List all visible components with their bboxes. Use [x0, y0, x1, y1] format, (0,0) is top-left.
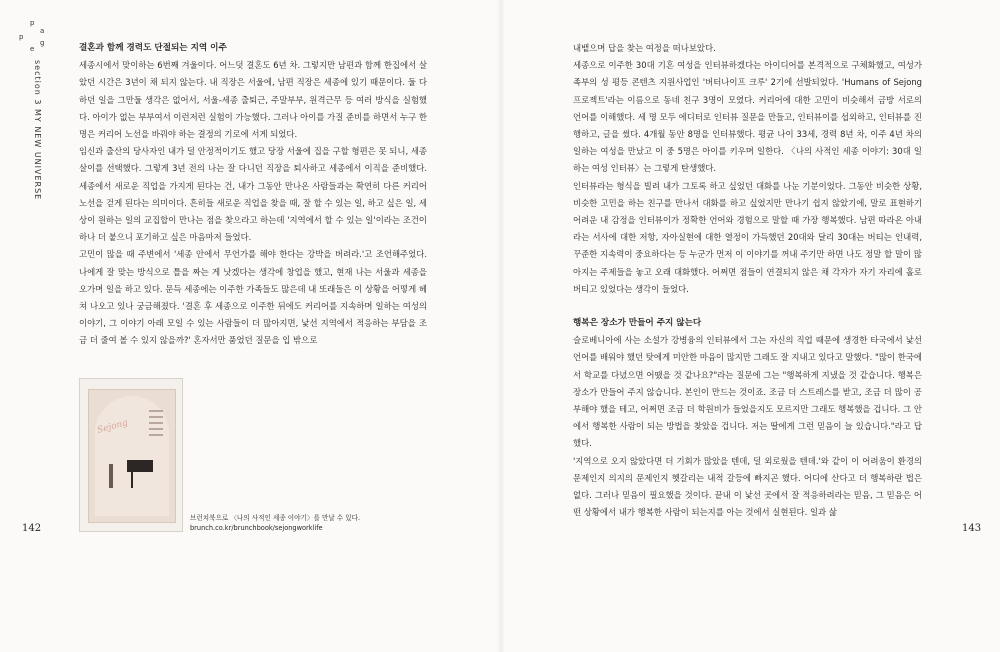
body-paragraph: 고민이 많을 때 주변에서 '세종 안에서 무언가를 해야 한다는 강박을 버려라.'고 조언해주었다. 나에게 잘 맞는 방식으로 틀을 짜는 게 낫겠다는 생각에 창업을 했고, 현재 나는 서울과 세종을 오가며 일을 하고 있다. 문득 세종에는 이주한 가족들도 많은데 내 또래들은 이 상황을 어떻게 헤쳐 나오고 있나 궁금해졌다. '결혼 후 세종으로 이주한 뒤에도 커리어를 지속하며 일하는 여성의 이야기, 그 이야기 아래 모일 수 있는 사람들이 더 많아지면, 낯선 지역에서 적응하는 부담을 조금 더 줄여 볼 수 있지 않을까?' 혼자서만 품었던 질문을 입 밖으로 [79, 249, 427, 346]
body-paragraph: 임신과 출산의 당사자인 내가 덜 안정적이기도 했고 당장 서울에 집을 구할 형편은 못 되니, 세종살이를 선택했다. 그렇게 3년 전의 나는 잘 다니던 직장을 퇴사하고 세종에서 이직을 준비했다. 세종에서 새로운 직업을 가지게 된다는 건, 내가 그동안 만나온 사람들과는 확연히 다른 커리어 노선을 걷게 된다는 의미이다. 흔히들 새로운 직업을 찾을 때, 잘 할 수 있는 일, 하고 싶은 일, 세상이 원하는 일의 교집합이 만나는 점을 찾으라고 하는데 '지역에서 할 수 있는 일'이라는 조건이 하나 더 붙으니 포기하고 싶은 마음마저 들었다. [79, 146, 427, 243]
right-article-column [573, 40, 922, 521]
cover-script-text: Sejong [96, 418, 130, 436]
section-label-text: section 3 MY NEW UNIVERSE [33, 60, 42, 201]
book-cover [88, 389, 176, 523]
photo-caption [190, 513, 360, 533]
page-number-left: 142 [22, 523, 42, 534]
magazine-logo [18, 20, 50, 52]
logo-letter: a [40, 27, 45, 35]
logo-letter: e [30, 45, 35, 53]
body-paragraph: 세종시에서 맞이하는 6번째 겨울이다. 어느덧 결혼도 6년 차. 그렇지만 남편과 함께 한집에서 살았던 시간은 3년이 채 되지 않는다. 내 직장은 서울에, 남편 직장은 세종에 있기 때문이다. 둘 다 하던 일을 그만둘 생각은 없어서, 서울-세종 출퇴근, 주말부부, 원격근무 등 여러 방식을 실험했다. 아이가 없는 부부여서 이런저런 실험이 가능했다. 그러나 아이를 가질 준비를 하면서 누구 한 명은 커리어 노선을 바꿔야 하는 결정의 기로에 서게 되었다. [79, 60, 428, 140]
table-leg-illustration [131, 472, 133, 488]
vase-illustration [109, 464, 113, 488]
section-label [22, 60, 42, 200]
table-illustration [127, 460, 153, 472]
page-number-right: 143 [962, 523, 982, 534]
body-paragraph: 세종으로 이주한 30대 기혼 여성을 인터뷰하겠다는 아이디어를 본격적으로 구체화했고, 여성가족부의 성 평등 콘텐츠 지원사업인 '버터나이프 크루' 2기에 선발되었다. 'Humans of Sejong 프로젝트'라는 이름으로 동네 친구 3명이 모였다. 커리어에 대한 고민이 비슷해서 금방 서로의 언어를 이해했다. 세 명 모두 에디터로 인터뷰 질문을 만들고, 인터뷰이를 섭외하고, 인터뷰를 진행하고, 글을 썼다. 4개월 동안 8명을 인터뷰했다. 평균 나이 33세, 경력 8년 차, 이주 4년 차의 일하는 여성을 만났고 이 중 5명은 아이를 키우며 일한다. 〈나의 사적인 세종 이야기: 30대 일하는 여성 인터뷰〉는 그렇게 탄생했다. [573, 60, 922, 174]
book-cover-photo [79, 378, 183, 532]
left-article-column [79, 40, 427, 350]
logo-letter: g [40, 39, 45, 47]
page-gutter [497, 0, 505, 652]
body-paragraph: 인터뷰라는 형식을 빌려 내가 그토록 하고 싶었던 대화를 나눈 기분이었다. 그동안 비슷한 상황, 비슷한 고민을 하는 친구를 만나서 대화를 하고 싶었지만 만나기 쉽지 않았기에, 말로 표현하기 어려운 내 감정을 인터뷰이가 정확한 언어와 경험으로 말할 때 가장 행복했다. 남편 따라온 아내라는 서사에 대한 저항, 자아실현에 대한 열정이 가득했던 20대와 달리 30대는 버티는 인내력, 꾸준한 지속력이 중요하다는 등 누군가 먼저 이 이야기를 꺼내 주기만 하면 나도 정말 할 말이 많아지는 주제들을 놓고 오래 대화했다. 어쩌면 점들이 연결되지 않은 채 각자가 자기 자리에 홀로 버티고 있었다는 생각이 들었다. [573, 180, 922, 294]
cover-title-lines [149, 406, 165, 456]
logo-letter: p [30, 19, 35, 27]
caption-link: brunch.co.kr/brunchbook/sejongworklife [190, 524, 323, 532]
body-paragraph: '지역으로 오지 않았다면 더 기회가 많았을 텐데, 덜 외로웠을 텐데.'와 같이 이 어려움이 환경의 문제인지 의지의 문제인지 헷갈리는 내적 갈등에 빠지곤 했다. 어디에 산다고 더 행복하란 법은 없다. 그러나 믿음이 필요했을 것이다. 끝내 이 낯선 곳에서 잘 적응하려라는 믿음, 그 믿음은 어떤 상황에서 내가 행복한 사람이 되는지를 아는 것에서 실현된다. 일과 삶 [573, 455, 922, 518]
body-paragraph: 내뱉으며 답을 찾는 여정을 떠나보았다. [573, 43, 716, 53]
body-paragraph: 슬로베니아에 사는 소설가 강병융의 인터뷰에서 그는 자신의 직업 때문에 생경한 타국에서 낯선 언어를 배워야 했던 탓에게 미안한 마음이 많지만 그래도 잘 지내고 있다고 말했다. "많이 한국에서 학교를 다녔으면 어땠을 것 같나요?"라는 질문에 그는 "행복하게 지냈을 것 같습니다. 행복은 장소가 만들어 주지 않습니다. 본인이 만드는 것이죠. 조금 더 스트레스를 받고, 조금 더 많이 공부해야 했을 테고, 어쩌면 조금 더 학원비가 들었을지도 모르지만 그래도 행복했을 겁니다. 그 안에서 행복한 사람이 되는 방법을 찾았을 겁니다. 저는 딸에게 그런 믿음이 늘 있습니다."라고 답했다. [573, 335, 922, 449]
logo-letter: p [19, 33, 24, 41]
caption-text: 브런치북으로 〈나의 사적인 세종 이야기〉를 만날 수 있다. [190, 514, 361, 522]
section-heading: 행복은 장소가 만들어 주지 않는다 [573, 318, 702, 329]
section-heading: 결혼과 함께 경력도 단절되는 지역 이주 [79, 43, 227, 53]
